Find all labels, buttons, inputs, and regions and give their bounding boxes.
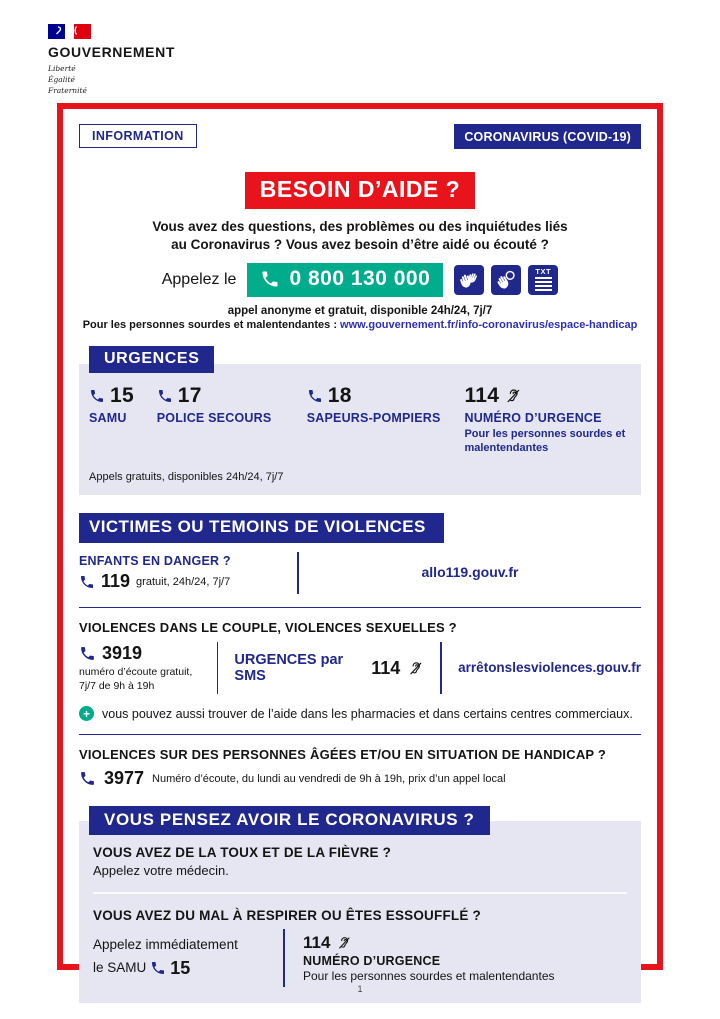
urgence-number: 114 [303,933,331,953]
phone-icon [79,574,95,590]
hotline-number-box [247,263,443,297]
logo-motto [48,64,175,97]
motto-line: Liberté [48,64,76,73]
sms-label: URGENCES par SMS [234,652,344,685]
samu-number: 15 [170,957,191,978]
call-row [79,263,641,297]
urgences-section [79,346,641,496]
sms-block [218,652,440,684]
government-logo [48,24,175,97]
phone-icon [260,269,280,289]
french-flag-icon [48,24,92,40]
phone-icon [307,388,323,404]
couple-number-block [79,643,217,693]
urgence-114-block [285,933,555,983]
deaf-ear-icon [336,935,352,951]
samu-advice-line2: le SAMU [93,960,147,976]
couple-heading: VIOLENCES DANS LE COUPLE, VIOLENCES SEXUELLES ? [79,620,457,636]
emergency-label: SAMU [89,410,127,425]
enfants-link-block [299,564,641,582]
section-divider [79,734,641,735]
enfants-note: gratuit, 24h/24, 7j/7 [136,575,231,588]
emergency-sublabel: Pour les personnes sourdes et malentendantes [464,427,626,454]
badge-row [79,124,641,149]
deaf-ear-icon [407,660,424,677]
toux-advice: Appelez votre médecin. [93,863,229,879]
covid-panel [79,821,641,1003]
pharmacies-note [79,706,641,721]
samu-advice-line1: Appelez immédiatement [93,936,238,952]
cued-speech-hand-icon [491,265,521,295]
intro-text [79,218,641,254]
phone-icon [150,960,166,976]
enfants-section [79,552,641,594]
emergency-number: 18 [327,383,352,407]
urgence-entry-114 [464,384,629,456]
page-title: BESOIN D’AIDE ? [245,172,475,209]
emergency-number: 17 [177,383,202,407]
urgence-label: NUMÉRO D’URGENCE [303,954,441,969]
urgence-entry-samu [89,384,157,425]
agees-number: 3977 [104,768,145,789]
phone-icon [79,770,96,787]
emergency-label: POLICE SECOURS [156,410,272,425]
hotline-number: 0 800 130 000 [289,266,431,290]
enfants-number: 119 [101,571,131,592]
urgences-panel [79,364,641,496]
intro-line-2: au Coronavirus ? Vous avez besoin d’être aidé ou écouté ? [171,236,549,252]
phone-icon [79,645,96,662]
covid-section [79,806,641,1003]
panel-divider [93,892,627,894]
enfants-heading: ENFANTS EN DANGER ? [79,554,231,569]
sms-number: 114 [371,657,401,678]
txt-icon-label: TXT [535,266,552,276]
deaf-ear-icon [504,387,522,405]
agees-section [79,768,641,789]
respirer-heading: VOUS AVEZ DU MAL À RESPIRER OU ÊTES ESSOUFFLÉ ? [93,908,481,924]
motto-line: Égalité [48,74,75,84]
page-number: 1 [357,984,363,994]
agees-heading: VIOLENCES SUR DES PERSONNES ÂGÉES ET/OU EN SITUATION DE HANDICAP ? [79,747,607,763]
couple-number: 3919 [102,643,143,664]
couple-note-line: numéro d’écoute gratuit, [79,666,193,679]
motto-line: Fraternité [48,85,87,95]
accessibility-icons [454,265,558,295]
emergency-number: 15 [110,383,134,407]
allo119-link[interactable]: allo119.gouv.fr [421,564,519,581]
pharmacies-note-text: vous pouvez aussi trouver de l’aide dans les pharmacies et dans certains centres commerciaux. [102,706,633,721]
deaf-note-line [79,319,641,331]
phone-icon [157,388,173,404]
emergency-label: SAPEURS-POMPIERS [306,410,441,425]
arretons-link-block [442,659,641,677]
plus-icon: + [79,706,94,721]
covid-title: VOUS PENSEZ AVOIR LE CORONAVIRUS ? [89,806,490,835]
urgences-note: Appels gratuits, disponibles 24h/24, 7j/7 [89,471,284,484]
emergency-number: 114 [464,383,500,407]
txt-document-icon [528,265,558,295]
intro-line-1: Vous avez des questions, des problèmes ou des inquiétudes liés [152,219,568,234]
samu-advice-block [93,935,283,982]
urgences-entries [89,384,629,456]
sign-language-icon [454,265,484,295]
enfants-block [79,554,297,592]
agees-note: Numéro d’écoute, du lundi au vendredi de 9h à 19h, prix d’un appel local [152,772,506,785]
couple-note-line: 7j/7 de 9h à 19h [79,679,155,692]
urgences-title: URGENCES [89,346,214,373]
espace-handicap-link[interactable]: www.gouvernement.fr/info-coronavirus/espace-handicap [340,318,638,331]
couple-note [79,666,217,693]
respirer-row [93,929,627,987]
call-label: Appelez le [161,270,237,288]
information-badge: INFORMATION [79,124,197,148]
urgence-sublabel: Pour les personnes sourdes et malentendantes [303,969,555,984]
victimes-title: VICTIMES OU TEMOINS DE VIOLENCES [79,513,444,543]
hotline-note: appel anonyme et gratuit, disponible 24h/24, 7j/7 [227,304,493,317]
couple-section [79,642,641,694]
phone-icon [89,388,105,404]
poster-frame [57,103,663,984]
txt-icon-lines [535,277,552,291]
urgence-entry-police [157,384,307,425]
arretonslesviolences-link[interactable]: arrêtonslesviolences.gouv.fr [458,660,641,676]
coronavirus-badge: CORONAVIRUS (COVID-19) [454,124,641,149]
logo-brand-text: GOUVERNEMENT [48,44,175,60]
emergency-label: NUMÉRO D’URGENCE [464,410,602,425]
urgence-entry-pompiers [307,384,465,425]
toux-heading: VOUS AVEZ DE LA TOUX ET DE LA FIÈVRE ? [93,845,392,861]
section-divider [79,607,641,608]
deaf-note-text: Pour les personnes sourdes et malentendantes : [82,318,341,331]
